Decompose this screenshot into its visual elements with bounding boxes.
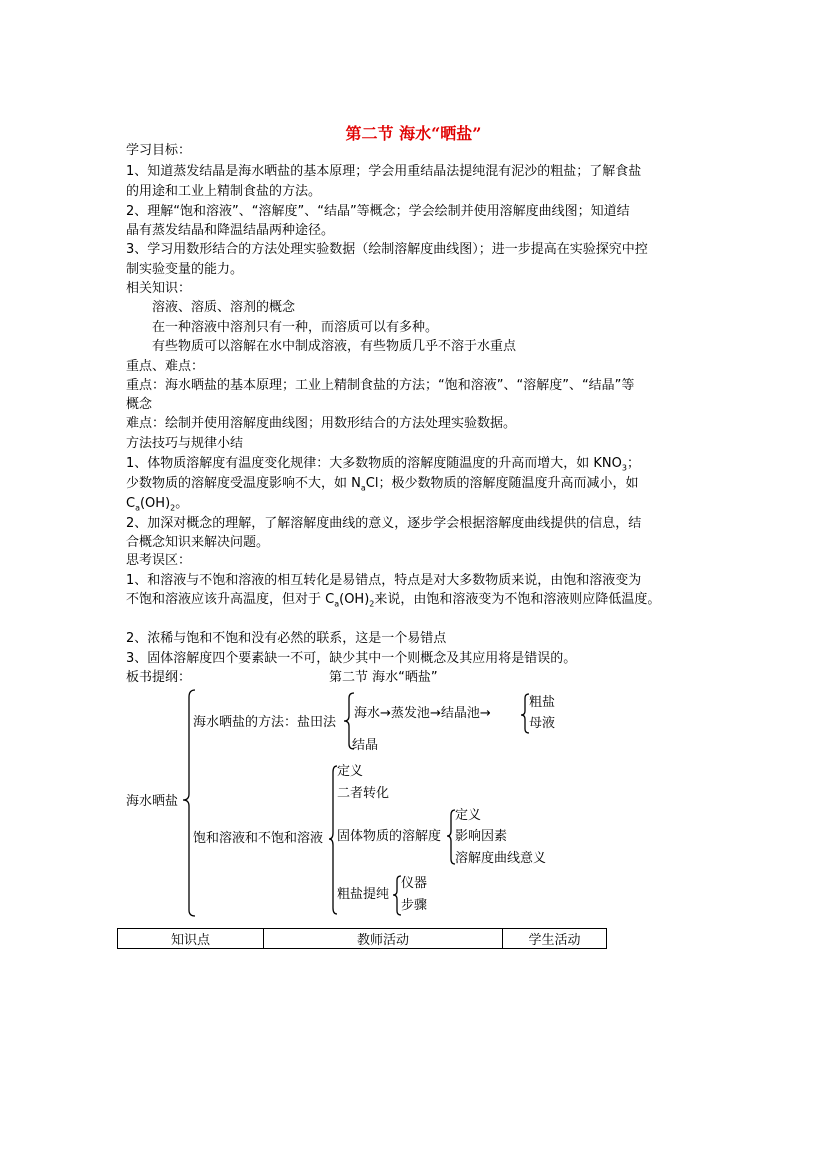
board-instruments: 仪器 (401, 876, 428, 891)
text-line: 1、体物质溶解度有温度变化规律：大多数物质的溶解度随温度的升高而增大，如 $KNO_3$； (126, 456, 640, 473)
board-mother-liquor: 母液 (529, 716, 556, 731)
board-conversion: 二者转化 (337, 786, 390, 801)
text-line: 2、理解“饱和溶液”、“溶解度”、“结晶”等概念；学会绘制并使用溶解度曲线图；知道结 (126, 204, 630, 219)
board-heading: 第二节 海水“晒盐” (329, 670, 438, 685)
text-line: 晶有蒸发结晶和降温结晶两种途径。 (126, 223, 335, 238)
text-line: 1、和溶液与不饱和溶液的相互转化是易错点，特点是对大多数物质来说，由饱和溶液变为 (126, 573, 642, 588)
lesson-table (117, 928, 607, 949)
board-coarse-salt: 粗盐 (529, 695, 556, 710)
board-definition: 定义 (337, 764, 364, 779)
text-line: 难点：绘制并使用溶解度曲线图；用数形结合的方法处理实验数据。 (126, 416, 517, 431)
text-line: 3、固体溶解度四个要素缺一不可，缺少其中一个则概念及其应用将是错误的。 (126, 651, 577, 666)
text-line: 思考误区： (126, 553, 192, 568)
text-line: 相关知识： (126, 281, 192, 296)
board-purification: 粗盐提纯 (337, 887, 390, 902)
board-branch-method: 海水晒盐的方法：盐田法 (193, 715, 337, 730)
text-line: $C_a(OH)_2$。 (126, 496, 189, 513)
text-line: 合概念知识来解决问题。 (126, 535, 270, 550)
text-line: 概念 (126, 397, 153, 412)
text-line: 2、浓稀与饱和不饱和没有必然的联系，这是一个易错点 (126, 631, 447, 646)
text-line: 少数物质的溶解度受温度影响不大，如 $N_aCl$；极少数物质的溶解度随温度升高而减小，如 (126, 476, 639, 493)
board-root: 海水晒盐 (126, 794, 179, 809)
text-line: 溶液、溶质、溶剂的概念 (152, 300, 296, 315)
brace-saturated (329, 766, 337, 914)
text-line: 制实验变量的能力。 (126, 262, 244, 277)
text-line: 学习目标： (126, 143, 192, 158)
text-line: 板书提纲： (126, 670, 192, 685)
board-sol-factors: 影响因素 (455, 829, 508, 844)
brace-products (521, 694, 529, 733)
board-sol-definition: 定义 (455, 808, 482, 823)
board-solubility: 固体物质的溶解度 (337, 829, 442, 844)
brace-solubility (447, 810, 455, 864)
board-branch-saturated: 饱和溶液和不饱和溶液 (193, 831, 324, 846)
text-line: 不饱和溶液应该升高温度，但对于 $C_a(OH)_2$来说，由饱和溶液变为不饱和溶液则应降低温度。 (126, 592, 661, 609)
board-sol-curve: 溶解度曲线意义 (455, 851, 547, 866)
text-line: 2、加深对概念的理解，了解溶解度曲线的意义，逐步学会根据溶解度曲线提供的信息，结 (126, 516, 642, 531)
text-line: 有些物质可以溶解在水中制成溶液，有些物质几乎不溶于水重点 (152, 339, 517, 354)
text-line: 重点、难点： (126, 359, 205, 374)
text-line: 的用途和工业上精制食盐的方法。 (126, 184, 322, 199)
page-title: 第二节 海水“晒盐” (345, 124, 482, 143)
table-header-cell: 知识点 (118, 929, 264, 949)
table-header-cell: 教师活动 (264, 929, 503, 949)
brace-purification (393, 876, 401, 915)
text-line: 方法技巧与规律小结 (126, 436, 244, 451)
text-line: 重点：海水晒盐的基本原理；工业上精制食盐的方法；“饱和溶液”、“溶解度”、“结晶”等 (126, 378, 635, 393)
table-row (118, 929, 607, 949)
board-flow: 海水→蒸发池→结晶池→ (354, 706, 491, 721)
text-line: 1、知道蒸发结晶是海水晒盐的基本原理；学会用重结晶法提纯混有泥沙的粗盐；了解食盐 (126, 164, 642, 179)
text-line: 3、学习用数形结合的方法处理实验数据（绘制溶解度曲线图）；进一步提高在实验探究中控 (126, 242, 648, 257)
text-line: 在一种溶液中溶剂只有一种，而溶质可以有多种。 (152, 320, 439, 335)
board-crystallize: 结晶 (352, 738, 379, 753)
board-steps: 步骤 (401, 898, 428, 913)
table-header-cell: 学生活动 (503, 929, 607, 949)
